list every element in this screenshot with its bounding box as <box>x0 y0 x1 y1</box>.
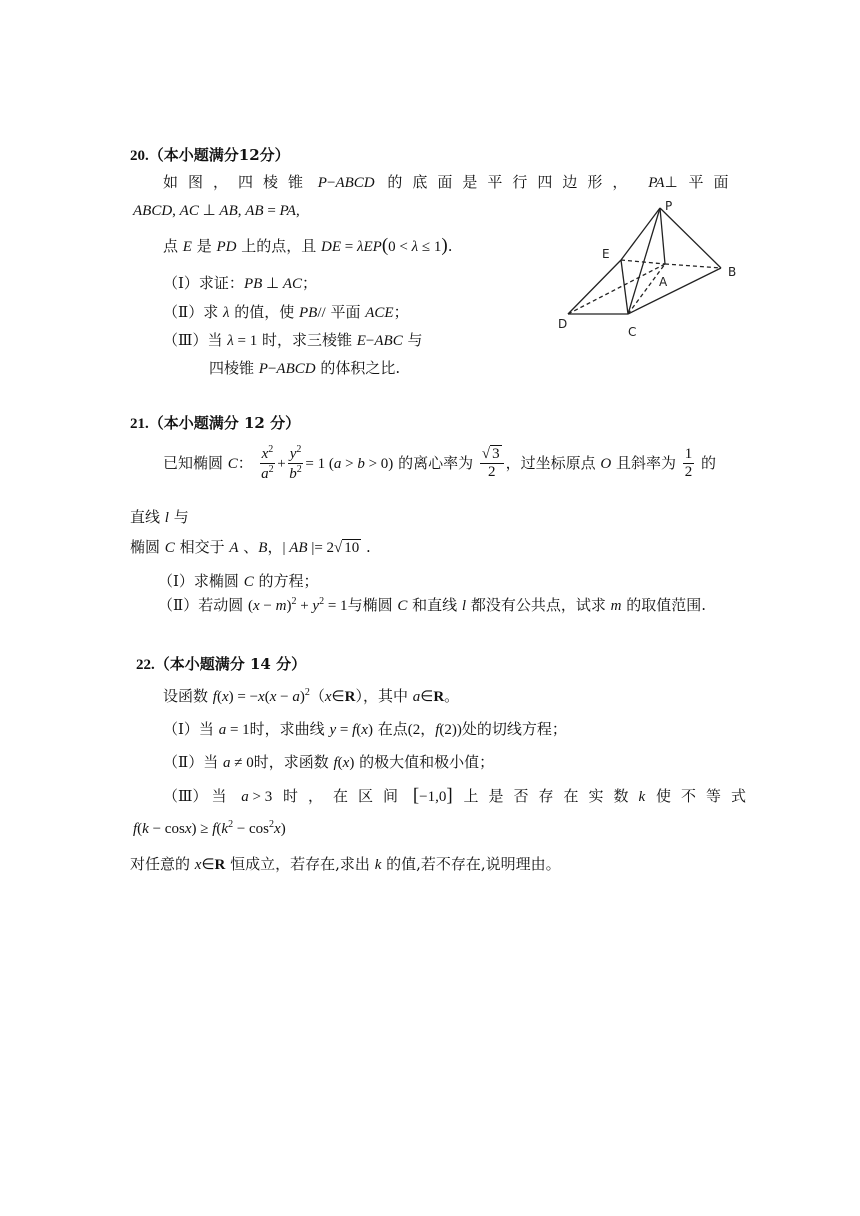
q22-part3: （Ⅲ） 当 a > 3 时，在区间 [−1,0] 上是否存在实数k 使不等式 <box>163 785 756 806</box>
q22-statement: 设函数 $f(x) = -x(x - a)^2(x\in R)$，其中 a∈R。 <box>163 687 460 705</box>
q21-statement-line3: 椭圆 C 相交于 A 、B，| AB |= 2√ 10 . <box>130 538 371 556</box>
q20-part3: （Ⅲ）当 λ = 1 时，求三棱锥 E−ABC 与 <box>163 331 423 349</box>
q22-part3-inequality: $f(k - \cos x) \ge f(k^2 - \cos^2x)$ <box>133 819 286 837</box>
figure-label-A: A <box>659 275 668 289</box>
q20-statement-line3: 点 E 是 PD 上的点，且 DE = λEP(0 < λ ≤ 1). <box>163 235 453 256</box>
q22-part1: （Ⅰ）当 a = 1时，求曲线 y = f(x) 在点(2，f(2))处的切线方程； <box>163 720 567 738</box>
q22-part3-cont: 对任意的 x∈R 恒成立，若存在,求出 k 的值,若不存在,说明理由。 <box>130 855 561 873</box>
figure-label-C: C <box>628 325 637 339</box>
q22-header: 22.（本小题满分 14 分） <box>136 655 307 673</box>
q21-statement-line1: 已知椭圆 C： $\frac{x^2}{a^2}$ + $\frac{y^2}{b^2}$ = 1 (a > b > 0) 的离心率为 $\frac{√ 3}{2}$ ，过坐标原点 O 且斜率为 $\frac{1}{2}$ 的 <box>163 444 717 483</box>
q21-header: 21.（本小题满分 12 分） <box>130 414 301 432</box>
q20-statement-line2: ABCD, AC ⊥ AB, AB = PA, <box>133 203 300 219</box>
q20-part1: （Ⅰ）求证：PB ⊥ AC； <box>163 274 318 292</box>
q20-part2: （Ⅱ）求 λ 的值，使 PB// 平面 ACE； <box>163 303 409 321</box>
q21-part2: （Ⅱ）若动圆 $(x - m)^2 + y^2 = 1$与椭圆 C 和直线 l 都没有公共点，试求 m 的取值范围. <box>158 596 707 614</box>
q20-header: 20.（本小题满分12分） <box>130 146 290 164</box>
q21-part1: （Ⅰ）求椭圆 C 的方程； <box>158 572 319 590</box>
figure-label-P: P <box>665 199 673 213</box>
q22-part2: （Ⅱ）当 a ≠ 0时，求函数 f(x) 的极大值和极小值； <box>163 753 495 771</box>
q20-part3-cont: 四棱锥 P−ABCD 的体积之比. <box>209 359 401 377</box>
q20-statement-line1: 如图，四棱锥 P−ABCD 的底面是平行四边形， PA⊥ 平面 <box>163 173 739 191</box>
figure-label-E: E <box>602 247 610 261</box>
figure-label-D: D <box>558 317 568 331</box>
pyramid-figure <box>548 196 748 344</box>
q21-statement-line2: 直线 l 与 <box>130 508 189 526</box>
figure-label-B: B <box>728 265 737 279</box>
